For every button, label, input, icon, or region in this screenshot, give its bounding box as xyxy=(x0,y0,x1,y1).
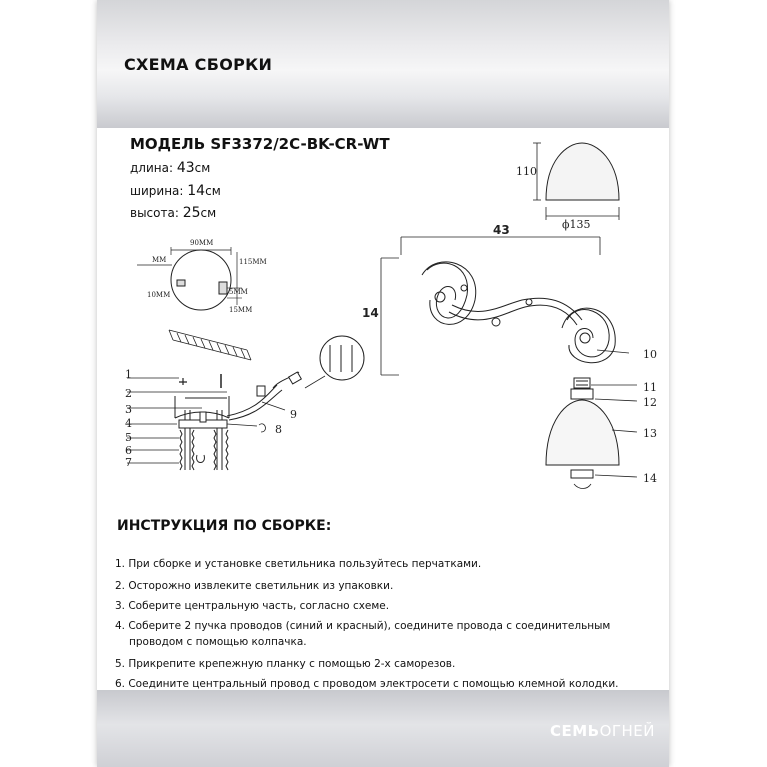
width-dim-label: 14 xyxy=(362,306,379,320)
label-11: 11 xyxy=(643,381,657,394)
length-dim-label: 43 xyxy=(493,223,510,237)
spec-height: высота: 25см xyxy=(130,205,217,221)
instruction-step-6: 6. Соедините центральный провод с проводом электросети с помощью клемной колодки. xyxy=(115,678,619,690)
label-13: 13 xyxy=(643,427,657,440)
label-2: 2 xyxy=(125,387,132,400)
brand-logo: СЕМЬОГНЕЙ xyxy=(549,722,655,740)
label-12: 12 xyxy=(643,396,657,409)
label-4: 4 xyxy=(125,417,132,430)
label-8: 8 xyxy=(275,423,282,436)
shade-height-label: 110 xyxy=(516,165,537,178)
label-7: 7 xyxy=(125,456,132,469)
instruction-step-2: 2. Осторожно извлеките светильник из упаковки. xyxy=(115,580,394,592)
instruction-step-4-cont: проводом с помощью колпачка. xyxy=(129,636,307,648)
instruction-step-3: 3. Соберите центральную часть, согласно схеме. xyxy=(115,600,390,612)
label-9: 9 xyxy=(290,408,297,421)
top-view-diagram xyxy=(362,223,657,375)
instruction-step-1: 1. При сборке и установке светильника пользуйтесь перчатками. xyxy=(115,558,482,570)
svg-text:5MM: 5MM xyxy=(229,288,248,296)
svg-text:15MM: 15MM xyxy=(229,306,253,314)
spec-width: ширина: 14см xyxy=(130,183,221,199)
label-10: 10 xyxy=(643,348,657,361)
svg-text:90MM: 90MM xyxy=(190,239,214,247)
page-title: СХЕМА СБОРКИ xyxy=(124,55,273,74)
instruction-step-4: 4. Соберите 2 пучка проводов (синий и красный), соедините провода с соединительным xyxy=(115,620,611,632)
spec-length: длина: 43см xyxy=(130,160,211,176)
label-14: 14 xyxy=(643,472,657,485)
mount-detail-diagram xyxy=(137,239,267,314)
label-6: 6 xyxy=(125,444,132,457)
footer-band xyxy=(97,690,669,767)
assembly-diagram xyxy=(97,0,669,767)
svg-text:115MM: 115MM xyxy=(239,258,267,266)
shade-diagram xyxy=(516,143,619,231)
svg-text:MM: MM xyxy=(152,256,167,264)
instructions-title: ИНСТРУКЦИЯ ПО СБОРКЕ: xyxy=(117,518,332,534)
model-name: МОДЕЛЬ SF3372/2C-BK-CR-WT xyxy=(130,135,390,153)
label-3: 3 xyxy=(125,403,132,416)
shade-diameter-label: ϕ135 xyxy=(562,218,591,231)
instruction-step-5: 5. Прикрепите крепежную планку с помощью 2-х саморезов. xyxy=(115,658,456,670)
label-1: 1 xyxy=(125,368,132,381)
svg-text:10MM: 10MM xyxy=(147,291,171,299)
side-view-diagram xyxy=(546,378,657,489)
label-5: 5 xyxy=(125,431,132,444)
ceiling-hatch xyxy=(169,330,251,360)
assembly-sheet xyxy=(97,0,669,767)
